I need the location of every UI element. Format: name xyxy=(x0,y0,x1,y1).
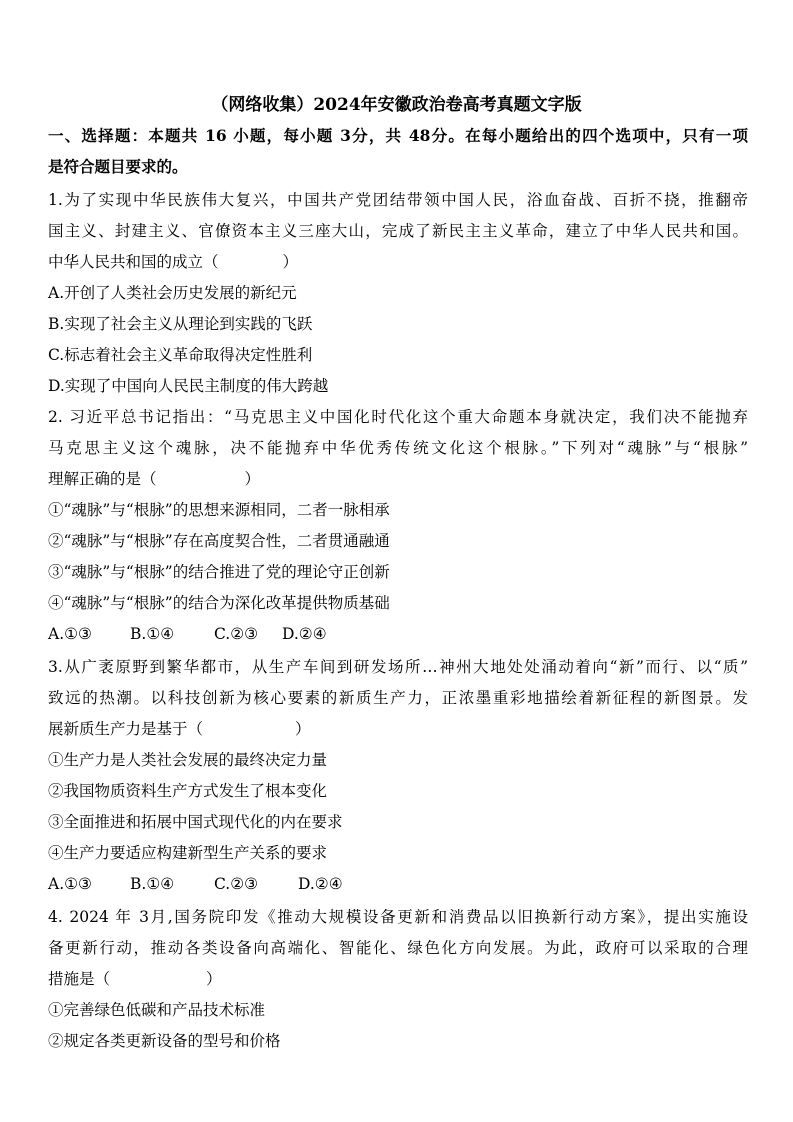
q2-stem-line-3 xyxy=(48,469,748,489)
q3-statement-1: ①生产力是人类社会发展的最终决定力量 xyxy=(48,751,328,769)
q3-statement-3: ③全面推进和拓展中国式现代化的内在要求 xyxy=(48,813,343,831)
q3-stem-line-3 xyxy=(48,719,748,739)
q3-option-a: A.①③ xyxy=(48,875,92,893)
q1-stem-line-2: 国主义、封建主义、官僚资本主义三座大山，完成了新民主主义革命，建立了中华人民共和国。 xyxy=(48,222,748,240)
q2-option-c: C.②③ xyxy=(214,625,259,643)
q4-stem-line-2: 备更新行动，推动各类设备向高端化、智能化、绿色化方向发展。为此，政府可以采取的合理 xyxy=(48,939,748,957)
q2-stem-line-1: 2. 习近平总书记指出：“马克思主义中国化时代化这个重大命题本身就决定，我们决不能抛弃 xyxy=(48,408,748,426)
q2-option-d: D.②④ xyxy=(282,625,327,643)
q2-statement-2: ②“魂脉”与“根脉”存在高度契合性，二者贯通融通 xyxy=(48,532,390,550)
q1-stem-text: 中华人民共和国的成立（ xyxy=(48,253,219,271)
q3-option-b: B.①④ xyxy=(130,875,175,893)
q3-stem-line-1: 3.从广袤原野到繁华都市，从生产车间到研发场所…神州大地处处涌动着向“新”而行、以“质” xyxy=(48,658,748,676)
document-title: （网络收集）2024年安徽政治卷高考真题文字版 xyxy=(211,95,582,115)
q2-option-b: B.①④ xyxy=(130,625,175,643)
q4-stem-line-1: 4. 2024 年 3月,国务院印发《推动大规模设备更新和消费品以旧换新行动方案》，提出实施设 xyxy=(48,908,748,926)
q2-statement-3: ③“魂脉”与“根脉”的结合推进了党的理论守正创新 xyxy=(48,563,390,581)
q3-option-d: D.②④ xyxy=(298,875,343,893)
q4-statement-1: ①完善绿色低碳和产品技术标准 xyxy=(48,1001,266,1019)
q1-stem-close: ） xyxy=(282,253,299,271)
q3-stem-line-2: 致远的热潮。以科技创新为核心要素的新质生产力，正浓墨重彩地描绘着新征程的新图景。发 xyxy=(48,689,748,707)
q3-options xyxy=(48,874,748,894)
q3-stem-text: 展新质生产力是基于（ xyxy=(48,720,204,738)
q2-stem-text: 理解正确的是（ xyxy=(48,470,157,488)
q2-stem-line-2: 马克思主义这个魂脉，决不能抛弃中华优秀传统文化这个根脉。”下列对“魂脉”与“根脉” xyxy=(48,439,748,457)
section-heading-line-1: 一、选择题：本题共 16 小题，每小题 3分，共 48分。在每小题给出的四个选项中，只有一项 xyxy=(48,126,748,145)
q4-stem-line-3 xyxy=(48,969,748,989)
q3-statement-4: ④生产力要适应构建新型生产关系的要求 xyxy=(48,844,328,862)
q3-option-c: C.②③ xyxy=(214,875,259,893)
q4-stem-close: ） xyxy=(206,970,222,988)
q1-option-d: D.实现了中国向人民民主制度的伟大跨越 xyxy=(48,377,329,395)
q1-option-b: B.实现了社会主义从理论到实践的飞跃 xyxy=(48,315,313,333)
q2-option-a: A.①③ xyxy=(48,625,92,643)
q2-statement-4: ④“魂脉”与“根脉”的结合为深化改革提供物质基础 xyxy=(48,594,390,612)
q1-stem-line-1: 1.为了实现中华民族伟大复兴，中国共产党团结带领中国人民，浴血奋战、百折不挠，推翻帝 xyxy=(48,191,748,209)
q3-statement-2: ②我国物质资料生产方式发生了根本变化 xyxy=(48,782,328,800)
q1-stem-line-3 xyxy=(48,252,748,272)
q4-statement-2: ②规定各类更新设备的型号和价格 xyxy=(48,1032,281,1050)
q2-options xyxy=(48,624,748,644)
section-heading-line-2: 是符合题目要求的。 xyxy=(48,157,188,176)
q2-stem-close: ） xyxy=(244,470,261,488)
q4-stem-text: 措施是（ xyxy=(48,970,111,988)
q3-stem-close: ） xyxy=(295,720,311,738)
q1-option-c: C.标志着社会主义革命取得决定性胜利 xyxy=(48,346,313,364)
q2-statement-1: ①“魂脉”与“根脉”的思想来源相同，二者一脉相承 xyxy=(48,501,390,519)
q1-option-a: A.开创了人类社会历史发展的新纪元 xyxy=(48,284,297,302)
